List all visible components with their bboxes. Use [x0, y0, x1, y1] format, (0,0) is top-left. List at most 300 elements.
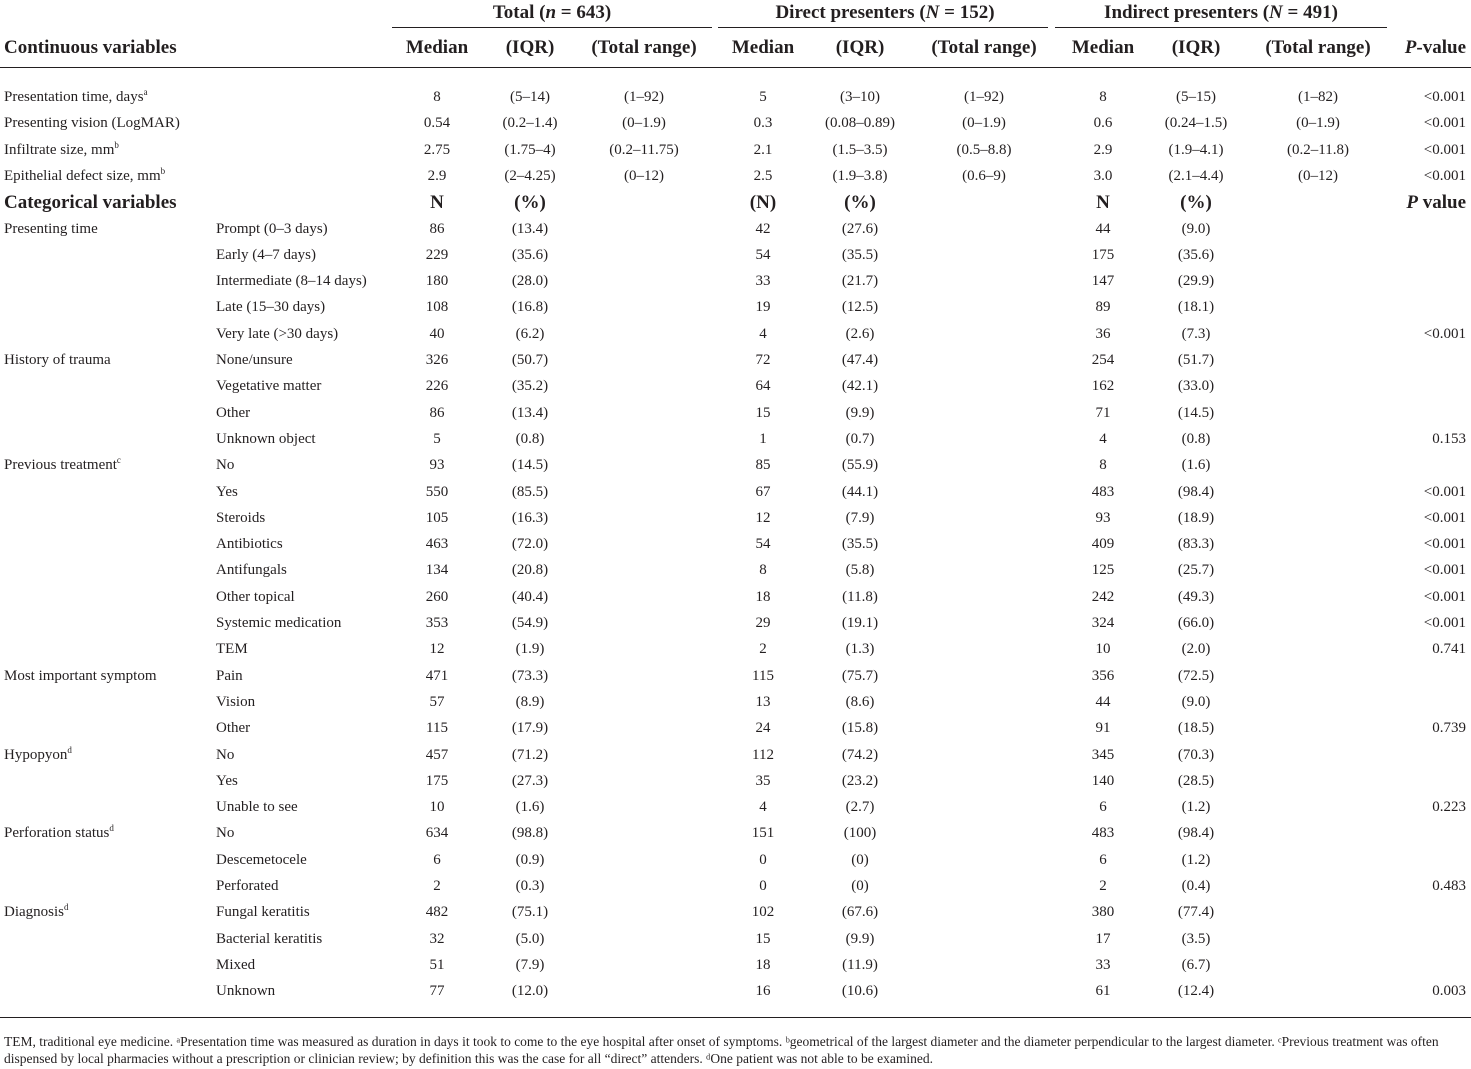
table-cell: 44 [1095, 220, 1111, 237]
table-cell: 8 [433, 89, 441, 105]
category-label: Steroids [216, 509, 266, 526]
table-cell: (5–14) [510, 89, 550, 105]
table-cell: 345 [1091, 746, 1115, 763]
table-cell: (18.5) [1177, 720, 1215, 737]
table-cell: 44 [1095, 693, 1111, 710]
column-header: Median [1071, 37, 1135, 58]
table-cell: 42 [755, 220, 771, 237]
table-cell: 0.54 [423, 115, 451, 132]
column-header: (Total range) [931, 37, 1037, 58]
category-label: Unable to see [216, 799, 298, 816]
table-cell: (0–1.9) [962, 115, 1006, 132]
table-cell: (6.7) [1181, 956, 1211, 973]
p-value-cell: 0.223 [1432, 799, 1466, 816]
table-cell: (1.6) [1181, 457, 1211, 474]
row-label: Presentation time, days$^a$ [4, 87, 148, 105]
table-cell: (72.5) [1177, 667, 1215, 684]
table-cell: 15 [755, 404, 771, 421]
column-header: P-value [1404, 37, 1466, 58]
group-header-total: Total (n = 643) [492, 2, 612, 23]
table-cell: 12 [755, 509, 771, 526]
table-cell: 457 [425, 746, 449, 763]
table-cell: (11.9) [842, 956, 878, 973]
variable-label: Most important symptom [4, 667, 157, 684]
category-label: Antibiotics [216, 536, 283, 553]
table-cell: 550 [425, 483, 449, 500]
table-cell: (98.8) [511, 825, 549, 842]
variable-label: Perforation status$^d$ [4, 823, 114, 842]
table-cell: 134 [425, 562, 449, 579]
table-cell: (75.1) [511, 904, 549, 921]
table-cell: 242 [1091, 588, 1115, 605]
table-cell: (0.8) [1181, 430, 1211, 447]
table-cell: 13 [755, 693, 771, 710]
table-cell: (16.3) [511, 509, 549, 526]
table-cell: (0.08–0.89) [825, 115, 895, 132]
table-cell: (71.2) [511, 746, 549, 763]
p-value-cell: 0.003 [1432, 983, 1466, 1000]
table-cell: 471 [425, 667, 449, 684]
table-cell: (12.4) [1177, 983, 1215, 1000]
p-value-cell: 0.153 [1432, 430, 1466, 447]
table-cell: 102 [751, 904, 775, 921]
table-cell: (85.5) [511, 483, 549, 500]
table-cell: (5.0) [515, 930, 545, 947]
category-label: None/unsure [216, 352, 293, 368]
table-cell: (0–12) [624, 167, 664, 184]
table-cell: (35.2) [511, 378, 549, 395]
category-label: Bacterial keratitis [216, 930, 323, 947]
table-cell: 1 [759, 430, 767, 447]
column-header: N [430, 192, 444, 214]
column-header: (IQR) [505, 37, 555, 58]
table-cell: 29 [755, 615, 771, 631]
table-cell: 18 [755, 588, 771, 605]
table-cell: 67 [755, 483, 771, 500]
table-cell: (1.9–4.1) [1168, 141, 1224, 158]
table-cell: (15.8) [841, 720, 879, 737]
category-label: Fungal keratitis [216, 904, 310, 921]
categorical-variables-heading: Categorical variables [4, 192, 177, 214]
table-cell: 5 [433, 430, 441, 447]
table-cell: 151 [751, 825, 775, 842]
table-cell: (0.7) [845, 430, 875, 447]
bottom-rule [0, 1017, 1471, 1018]
table-cell: 33 [755, 273, 771, 290]
table-cell: (35.6) [1177, 246, 1215, 263]
column-header: (%) [844, 192, 876, 214]
table-cell: (5–15) [1176, 89, 1216, 105]
table-cell: 17 [1095, 930, 1111, 947]
table-cell: (19.1) [841, 615, 879, 631]
table-cell: (1–82) [1298, 89, 1338, 105]
table-footnote: TEM, traditional eye medicine. ᵃPresentation time was measured as duration in days it took to come to the eye hospital after onset of symptoms. ᵇgeometrical of the largest diameter and the diameter perpendicular to the largest diameter. ᶜPrevious treatment was often dispensed by local pharmacies without a prescription or clinician review; by definition this was the case for all “direct” attenders. ᵈOne patient was not able to be examined. [4, 1034, 1439, 1066]
group-underline-indirect [1055, 27, 1387, 28]
table-cell: (12.0) [511, 983, 549, 1000]
table-cell: (28.0) [511, 273, 549, 290]
table-cell: 24 [755, 720, 771, 737]
table-cell: 6 [1099, 851, 1107, 868]
table-cell: 2 [759, 641, 767, 658]
table-cell: (50.7) [511, 352, 549, 368]
table-cell: (16.8) [511, 299, 549, 316]
header-rule [0, 67, 1471, 68]
table-cell: (0.9) [515, 851, 545, 868]
table-cell: (13.4) [511, 220, 549, 237]
p-value-cell: <0.001 [1423, 509, 1466, 526]
table-cell: 18 [755, 956, 771, 973]
table-cell: 634 [425, 825, 449, 842]
table-cell: 54 [755, 246, 771, 263]
category-label: Very late (>30 days) [216, 325, 339, 342]
table-cell: (35.5) [841, 246, 879, 263]
table-cell: 4 [759, 325, 767, 342]
table-cell: (6.2) [515, 325, 545, 342]
p-value-cell: <0.001 [1423, 325, 1466, 342]
category-label: Perforated [216, 878, 279, 894]
table-cell: (8.9) [515, 693, 545, 710]
table-cell: (12.5) [841, 299, 879, 316]
category-label: No [216, 746, 235, 763]
row-label: Epithelial defect size, $mm^b$ [4, 165, 166, 184]
table-cell: 5 [759, 89, 767, 105]
table-cell: (51.7) [1177, 352, 1215, 368]
table-cell: 226 [425, 378, 449, 395]
p-value-cell: <0.001 [1423, 536, 1466, 553]
category-label: TEM [216, 641, 248, 658]
table-cell: (1.2) [1181, 851, 1211, 868]
table-cell: (100) [843, 825, 877, 842]
table-cell: 2.1 [753, 141, 773, 158]
table-cell: 91 [1095, 720, 1111, 737]
table-cell: 0 [759, 851, 767, 868]
table-cell: 482 [425, 904, 449, 921]
category-label: Descemetocele [216, 851, 307, 868]
category-label: Intermediate (8–14 days) [216, 273, 367, 290]
table-cell: (0.6–9) [962, 167, 1006, 184]
table-cell: (2–4.25) [504, 167, 556, 184]
table-cell: 3.0 [1093, 167, 1113, 184]
table-cell: (0–12) [1298, 167, 1338, 184]
table-cell: (35.6) [511, 246, 549, 263]
table-cell: 89 [1095, 299, 1111, 316]
column-header: (%) [1180, 192, 1212, 214]
table-cell: 51 [429, 956, 445, 973]
table-cell: 380 [1091, 904, 1115, 921]
p-value-cell: <0.001 [1423, 588, 1466, 605]
table-cell: (70.3) [1177, 746, 1215, 763]
table-cell: (7.9) [845, 509, 875, 526]
table-cell: 40 [429, 325, 445, 342]
table-cell: 6 [433, 851, 441, 868]
table-cell: (44.1) [841, 483, 879, 500]
table-cell: (74.2) [841, 746, 879, 763]
table-cell: (0.8) [515, 430, 545, 447]
table-cell: 409 [1091, 536, 1115, 553]
table-cell: (0.24–1.5) [1164, 115, 1228, 132]
table-cell: 10 [1095, 641, 1111, 658]
p-value-cell: <0.001 [1423, 562, 1466, 579]
group-underline-total [392, 27, 712, 28]
row-label: Infiltrate size, $mm^b$ [4, 139, 119, 158]
table-cell: 54 [755, 536, 771, 553]
table-cell: (3–10) [840, 89, 880, 105]
table-cell: (18.1) [1177, 299, 1215, 316]
category-label: Other topical [216, 588, 295, 605]
table-cell: (27.6) [841, 220, 879, 237]
table-cell: (9.9) [845, 404, 875, 421]
table-cell: 0 [759, 878, 767, 894]
table-cell: 86 [429, 220, 445, 237]
table-cell: (2.1–4.4) [1168, 167, 1224, 184]
table-cell: (1.3) [845, 641, 875, 658]
table-cell: (0–1.9) [1296, 115, 1340, 132]
table-cell: <0.001 [1423, 167, 1466, 184]
table-cell: (2.6) [845, 325, 875, 342]
table-cell: 125 [1091, 562, 1115, 579]
table-cell: 32 [429, 930, 445, 947]
table-cell: 180 [425, 273, 449, 290]
table-cell: (1.9–3.8) [832, 167, 888, 184]
table-cell: (1.2) [1181, 799, 1211, 816]
variable-label: Hypopyon$^d$ [4, 744, 72, 763]
category-label: Antifungals [216, 562, 287, 579]
table-cell: (1–92) [624, 89, 664, 105]
table-cell: 112 [752, 746, 774, 763]
table-cell: (29.9) [1177, 273, 1215, 290]
table-cell: (7.9) [515, 956, 545, 973]
table-cell: (8.6) [845, 693, 875, 710]
table-cell: 19 [755, 299, 771, 316]
table-cell: 93 [1095, 509, 1111, 526]
column-header: (IQR) [1171, 37, 1221, 58]
table-cell: (1.75–4) [504, 141, 556, 158]
table-cell: 147 [1091, 273, 1115, 290]
table-cell: 33 [1095, 956, 1111, 973]
table-cell: (9.0) [1181, 220, 1211, 237]
group-underline-direct [718, 27, 1048, 28]
table-cell: 8 [759, 562, 767, 579]
column-header: (N) [749, 192, 777, 214]
p-value-cell: 0.739 [1432, 720, 1466, 737]
table-cell: 71 [1095, 404, 1111, 421]
table-cell: 4 [1099, 430, 1107, 447]
table-cell: (83.3) [1177, 536, 1215, 553]
table-cell: 229 [425, 246, 449, 263]
category-label: Prompt (0–3 days) [216, 220, 328, 237]
table-cell: (2.0) [1181, 641, 1211, 658]
table-cell: 8 [1099, 89, 1107, 105]
table-cell: (1.9) [515, 641, 545, 658]
table-cell: 2.9 [1093, 141, 1113, 158]
table-cell: (5.8) [845, 562, 875, 579]
table-cell: 36 [1095, 325, 1111, 342]
table-cell: (9.0) [1181, 693, 1211, 710]
table-cell: 57 [429, 693, 445, 710]
table-cell: (18.9) [1177, 509, 1215, 526]
table-cell: (0.3) [515, 878, 545, 894]
variable-label: Diagnosis$^d$ [4, 902, 69, 921]
p-value-cell: <0.001 [1423, 615, 1466, 631]
table-cell: 175 [425, 772, 449, 789]
table-cell: 77 [429, 983, 445, 1000]
table-cell: (1–92) [964, 89, 1004, 105]
variable-label: Previous treatment$^c$ [4, 455, 121, 474]
table-cell: 2.9 [427, 167, 447, 184]
p-value-cell: <0.001 [1423, 483, 1466, 500]
table-cell: 72 [755, 352, 771, 368]
group-header-direct: Direct presenters (N = 152) [775, 2, 995, 23]
column-header: Median [405, 37, 469, 58]
table-cell: <0.001 [1423, 115, 1466, 132]
table-cell: (54.9) [511, 615, 549, 631]
table-cell: (1.5–3.5) [832, 141, 888, 158]
table-cell: 2 [433, 878, 441, 894]
table-cell: (42.1) [841, 378, 879, 395]
table-cell: 324 [1091, 615, 1115, 631]
table-cell: (98.4) [1177, 483, 1215, 500]
table-cell: (20.8) [511, 562, 549, 579]
category-label: Other [216, 404, 251, 421]
table-cell: (77.4) [1177, 904, 1215, 921]
table-cell: (73.3) [511, 667, 549, 684]
category-label: Vegetative matter [216, 378, 322, 395]
table-cell: 8 [1099, 457, 1107, 474]
category-label: Other [216, 720, 251, 737]
table-cell: 16 [755, 983, 771, 1000]
table-cell: 108 [425, 299, 449, 316]
table-cell: (0.2–11.75) [609, 141, 679, 158]
category-label: Vision [216, 693, 256, 710]
table-cell: 86 [429, 404, 445, 421]
table-cell: 260 [425, 588, 449, 605]
column-header: Median [731, 37, 795, 58]
table-cell: (3.5) [1181, 930, 1211, 947]
table-cell: 175 [1091, 246, 1115, 263]
table-cell: 15 [755, 930, 771, 947]
table-cell: (0.2–11.8) [1287, 141, 1349, 158]
column-header: P value [1406, 192, 1466, 214]
table-cell: 483 [1091, 825, 1115, 842]
table-cell: (35.5) [841, 536, 879, 553]
table-cell: (13.4) [511, 404, 549, 421]
table-cell: (0) [851, 878, 869, 894]
table-cell: (14.5) [511, 457, 549, 474]
table-cell: 6 [1099, 799, 1107, 816]
table-cell: 254 [1091, 352, 1115, 368]
category-label: Systemic medication [216, 615, 342, 631]
category-label: Yes [216, 483, 238, 500]
table-cell: (55.9) [841, 457, 879, 474]
table-cell: (47.4) [841, 352, 879, 368]
table-cell: (28.5) [1177, 772, 1215, 789]
table-cell: (75.7) [841, 667, 879, 684]
table-cell: 35 [755, 772, 771, 789]
table-cell: 64 [755, 378, 771, 395]
p-value-cell: 0.483 [1432, 878, 1466, 894]
p-value-cell: 0.741 [1432, 641, 1466, 658]
table-cell: (49.3) [1177, 588, 1215, 605]
category-label: Unknown object [216, 430, 316, 447]
table-cell: (2.7) [845, 799, 875, 816]
table-cell: 61 [1095, 983, 1111, 1000]
table-cell: (21.7) [841, 273, 879, 290]
table-cell: (17.9) [511, 720, 549, 737]
table-cell: (98.4) [1177, 825, 1215, 842]
table-cell: 115 [752, 667, 774, 684]
category-label: No [216, 457, 235, 474]
table-cell: (25.7) [1177, 562, 1215, 579]
table-cell: (0) [851, 851, 869, 868]
table-cell: 140 [1091, 772, 1115, 789]
table-cell: 483 [1091, 483, 1115, 500]
category-label: Early (4–7 days) [216, 246, 316, 263]
category-label: Mixed [216, 956, 256, 973]
table-cell: 326 [425, 352, 449, 368]
table-cell: (0.2–1.4) [502, 115, 558, 132]
table-cell: (40.4) [511, 588, 549, 605]
category-label: Unknown [216, 983, 276, 1000]
column-header: (%) [514, 192, 546, 214]
table-cell: 2.75 [423, 141, 451, 158]
table-cell: (1.6) [515, 799, 545, 816]
table-cell: 0.3 [753, 115, 773, 132]
table-cell: 463 [425, 536, 449, 553]
table-cell: <0.001 [1423, 141, 1466, 158]
table-cell: (10.6) [841, 983, 879, 1000]
table-cell: 2.5 [753, 167, 773, 184]
table-cell: <0.001 [1423, 89, 1466, 105]
table-cell: 0.6 [1093, 115, 1113, 132]
variable-label: History of trauma [4, 352, 111, 368]
column-header: N [1096, 192, 1110, 214]
table-cell: (0.5–8.8) [956, 141, 1012, 158]
table-cell: (33.0) [1177, 378, 1215, 395]
table-cell: (66.0) [1177, 615, 1215, 631]
table-cell: 85 [755, 457, 771, 474]
table-cell: 105 [425, 509, 449, 526]
table-cell: (7.3) [1181, 325, 1211, 342]
table-cell: (11.8) [842, 588, 878, 605]
table-cell: (72.0) [511, 536, 549, 553]
table-cell: (27.3) [511, 772, 549, 789]
table-cell: 356 [1091, 667, 1115, 684]
table-cell: 12 [429, 641, 445, 658]
table-cell: 93 [429, 457, 445, 474]
category-label: Late (15–30 days) [216, 299, 326, 316]
table-cell: (67.6) [841, 904, 879, 921]
table-cell: 4 [759, 799, 767, 816]
column-header: (Total range) [1265, 37, 1371, 58]
continuous-variables-heading: Continuous variables [4, 37, 177, 58]
table-cell: (9.9) [845, 930, 875, 947]
column-header: (IQR) [835, 37, 885, 58]
category-label: No [216, 825, 235, 842]
category-label: Yes [216, 772, 238, 789]
column-header: (Total range) [591, 37, 697, 58]
table-cell: (14.5) [1177, 404, 1215, 421]
table-cell: (0–1.9) [622, 115, 666, 132]
table-cell: 353 [425, 615, 449, 631]
variable-label: Presenting time [4, 220, 98, 237]
table-cell: 2 [1099, 878, 1107, 894]
table-cell: 115 [426, 720, 448, 737]
category-label: Pain [216, 667, 243, 684]
table-cell: (23.2) [841, 772, 879, 789]
table-cell: 162 [1091, 378, 1115, 395]
table-cell: 10 [429, 799, 445, 816]
group-header-indirect: Indirect presenters (N = 491) [1104, 2, 1338, 23]
